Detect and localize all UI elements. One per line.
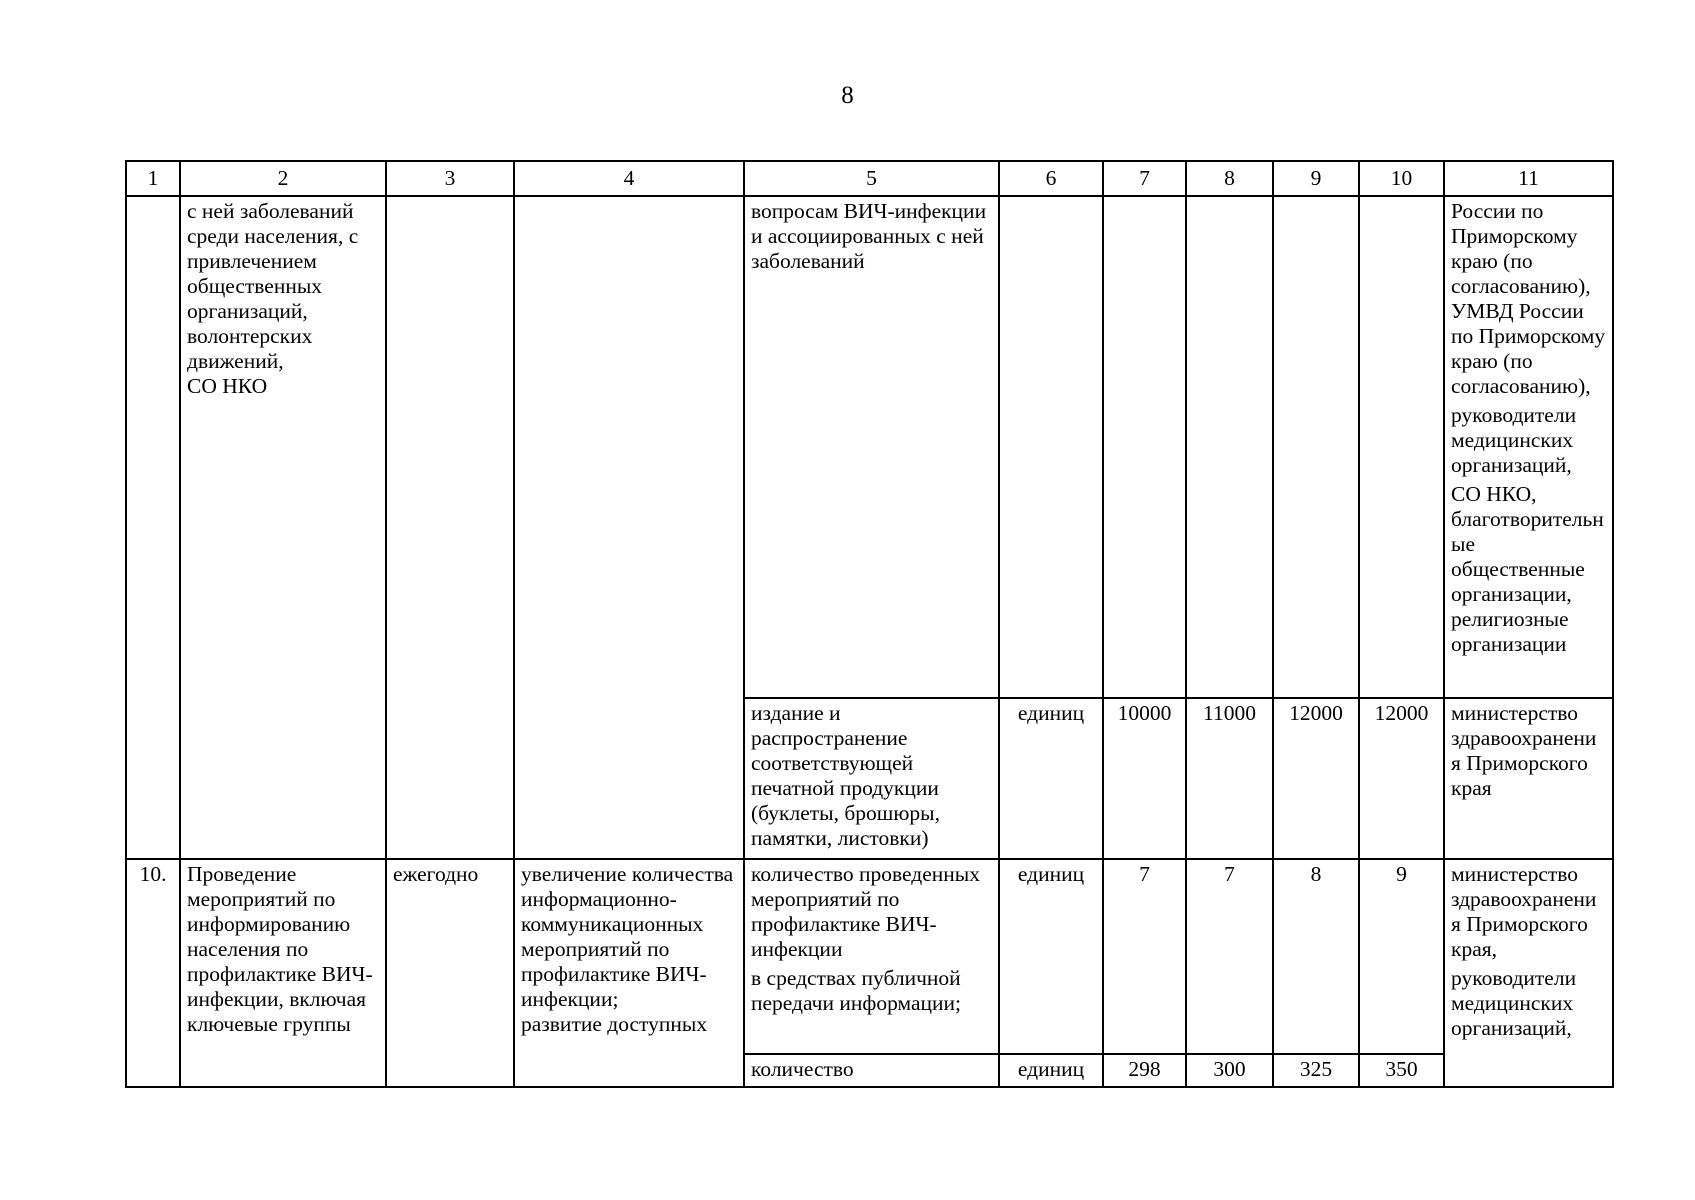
indicator-text-2: в средствах публичной передачи информации; bbox=[751, 966, 961, 1015]
cell-item-number-empty bbox=[126, 196, 180, 859]
indicator-text-1: количество проведенных мероприятий по профилактике ВИЧ-инфекции bbox=[751, 862, 980, 961]
cell-value-9: 8 bbox=[1273, 859, 1359, 1054]
cell-value-10-b: 350 bbox=[1359, 1054, 1444, 1087]
cell-executors: министерство здравоохранения Приморского края bbox=[1444, 698, 1613, 859]
cell-value-10: 12000 bbox=[1359, 698, 1444, 859]
cell-indicator-print: издание и распространение соответствующей печатной продукции (буклеты, брошюры, памятки, листовки) bbox=[744, 698, 999, 859]
cell-value-9: 12000 bbox=[1273, 698, 1359, 859]
header-cell-6: 6 bbox=[999, 161, 1103, 196]
cell-activity-continued bbox=[180, 196, 386, 859]
measures-table bbox=[125, 160, 1614, 1088]
header-cell-7: 7 bbox=[1103, 161, 1186, 196]
executors-text-3: СО НКО, благотворительные общественные организации, религиозные организации bbox=[1451, 482, 1604, 656]
header-cell-1: 1 bbox=[126, 161, 180, 196]
cell-value-empty-7 bbox=[1103, 196, 1186, 698]
header-cell-3: 3 bbox=[386, 161, 514, 196]
header-cell-2: 2 bbox=[180, 161, 386, 196]
column-number-row bbox=[126, 161, 1613, 196]
header-cell-5: 5 bbox=[744, 161, 999, 196]
header-cell-4: 4 bbox=[514, 161, 744, 196]
cell-unit-empty bbox=[999, 196, 1103, 698]
cell-result-empty bbox=[514, 196, 744, 859]
cell-unit: единиц bbox=[999, 859, 1103, 1054]
cell-value-7: 10000 bbox=[1103, 698, 1186, 859]
cell-term: ежегодно bbox=[386, 859, 514, 1087]
executors-text-2: руководители медицинских организаций, bbox=[1451, 966, 1577, 1040]
cell-indicator-continued: вопросам ВИЧ-инфекции и ассоциированных с ней заболеваний bbox=[744, 196, 999, 698]
cell-value-9-b: 325 bbox=[1273, 1054, 1359, 1087]
executors-text-1: России по Приморскому краю (по согласованию), УМВД России по Приморскому краю (по согласованию), bbox=[1451, 199, 1606, 398]
cell-executors bbox=[1444, 859, 1613, 1087]
cell-value-8: 11000 bbox=[1186, 698, 1273, 859]
cell-term-empty bbox=[386, 196, 514, 859]
header-cell-11: 11 bbox=[1444, 161, 1613, 196]
header-cell-10: 10 bbox=[1359, 161, 1444, 196]
cell-value-empty-10 bbox=[1359, 196, 1444, 698]
cell-value-empty-9 bbox=[1273, 196, 1359, 698]
cell-value-8: 7 bbox=[1186, 859, 1273, 1054]
cell-value-8-b: 300 bbox=[1186, 1054, 1273, 1087]
result-text-2: развитие доступных bbox=[521, 1012, 708, 1036]
cell-indicator-b: количество bbox=[744, 1054, 999, 1087]
cell-value-empty-8 bbox=[1186, 196, 1273, 698]
cell-indicator bbox=[744, 859, 999, 1054]
cell-unit: единиц bbox=[999, 698, 1103, 859]
cell-result bbox=[514, 859, 744, 1087]
header-cell-8: 8 bbox=[1186, 161, 1273, 196]
result-text-1: увеличение количества информационно-коммуникационных мероприятий по профилактике ВИЧ-инфекции; bbox=[521, 862, 734, 1011]
table-row-continuation bbox=[126, 196, 1613, 698]
executors-text-1: министерство здравоохранения Приморского края, bbox=[1451, 862, 1597, 961]
cell-activity: Проведение мероприятий по информированию населения по профилактике ВИЧ-инфекции, включая ключевые группы bbox=[180, 859, 386, 1087]
activity-text: с ней заболеваний среди населения, с привлечением общественных организаций, волонтерских движений, bbox=[187, 199, 359, 373]
table-row-item-10 bbox=[126, 859, 1613, 1054]
cell-item-number: 10. bbox=[126, 859, 180, 1087]
cell-value-7-b: 298 bbox=[1103, 1054, 1186, 1087]
cell-executors-continued bbox=[1444, 196, 1613, 698]
activity-text-nko: СО НКО bbox=[187, 374, 268, 398]
cell-value-7: 7 bbox=[1103, 859, 1186, 1054]
executors-text-2: руководители медицинских организаций, bbox=[1451, 403, 1577, 477]
header-cell-9: 9 bbox=[1273, 161, 1359, 196]
page-number: 8 bbox=[841, 82, 854, 109]
cell-value-10: 9 bbox=[1359, 859, 1444, 1054]
cell-unit-b: единиц bbox=[999, 1054, 1103, 1087]
